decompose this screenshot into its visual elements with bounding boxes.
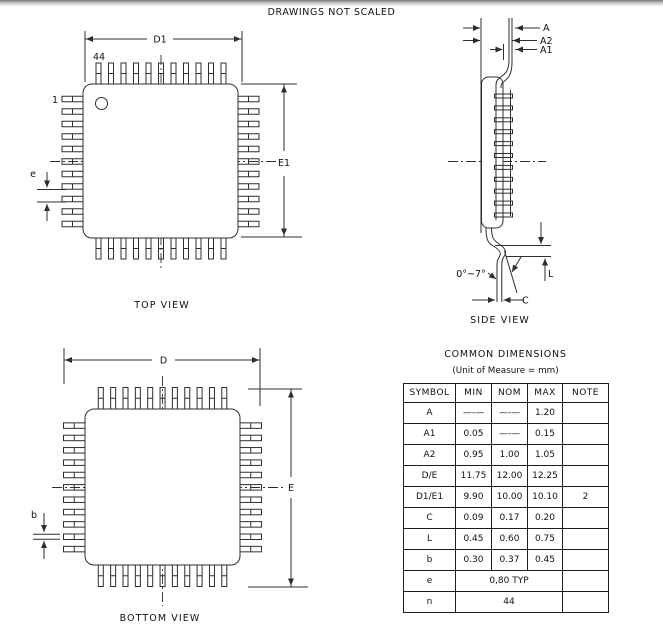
- table-cell: 0.05: [456, 424, 492, 445]
- table-cell: [563, 592, 609, 613]
- dim-label-a: A: [543, 23, 550, 34]
- table-cell: 44: [456, 592, 563, 613]
- table-cell: A2: [404, 445, 456, 466]
- top-view-drawing: [30, 31, 302, 311]
- table-cell: 0.30: [456, 550, 492, 571]
- pin44-label: 44: [92, 52, 106, 63]
- table-cell: —-—: [456, 403, 492, 424]
- table-cell: 2: [563, 487, 609, 508]
- table-cell: [563, 403, 609, 424]
- table-row: [404, 592, 609, 613]
- table-row: [404, 571, 609, 592]
- table-row: [404, 550, 609, 571]
- table-header-row: [404, 384, 609, 403]
- table-cell: 12.25: [528, 466, 563, 487]
- package-body-bottom: [85, 409, 240, 565]
- table-cell: 0.60: [492, 529, 528, 550]
- table-cell: n: [404, 592, 456, 613]
- side-view-drawing: [448, 18, 554, 326]
- dim-label-d1: D1: [153, 34, 167, 46]
- dim-label-c: C: [522, 295, 529, 307]
- drawing-title: DRAWINGS NOT SCALED: [267, 7, 396, 18]
- lead-angle-label: 0°~7°: [456, 269, 486, 280]
- table-cell: 0.75: [528, 529, 563, 550]
- table-row: [404, 424, 609, 445]
- table-header-cell: SYMBOL: [404, 384, 456, 403]
- table-row: [404, 508, 609, 529]
- table-cell: L: [404, 529, 456, 550]
- table-cell: [563, 550, 609, 571]
- table-cell: 0.37: [492, 550, 528, 571]
- table-cell: 0.20: [528, 508, 563, 529]
- table-cell: [563, 571, 609, 592]
- dim-label-b: b: [30, 510, 38, 521]
- table-row: [404, 487, 609, 508]
- table-cell: b: [404, 550, 456, 571]
- table-row: [404, 466, 609, 487]
- table-row: [404, 403, 609, 424]
- table-header-cell: NOTE: [563, 384, 609, 403]
- dim-label-e: e: [30, 169, 36, 180]
- pin1-marker: [96, 98, 108, 110]
- bottom-view-caption: BOTTOM VIEW: [119, 613, 201, 624]
- table-cell: C: [404, 508, 456, 529]
- table-cell: 1.20: [528, 403, 563, 424]
- table-cell: 0.17: [492, 508, 528, 529]
- dim-label-e-overall: E: [287, 483, 295, 494]
- common-dimensions-table: [403, 383, 609, 613]
- table-cell: 0.45: [528, 550, 563, 571]
- table-cell: 10.00: [492, 487, 528, 508]
- pin1-label: 1: [51, 95, 59, 106]
- dim-label-d: D: [159, 355, 168, 367]
- table-row: [404, 445, 609, 466]
- table-cell: A1: [404, 424, 456, 445]
- table-cell: [563, 466, 609, 487]
- dim-label-a2: A2: [540, 35, 553, 47]
- table-cell: 0.09: [456, 508, 492, 529]
- table-header-cell: MIN: [456, 384, 492, 403]
- table-subtitle: (Unit of Measure = mm): [452, 366, 559, 376]
- table-title: COMMON DIMENSIONS: [444, 349, 567, 360]
- dim-label-l: L: [548, 269, 554, 280]
- table-cell: D/E: [404, 466, 456, 487]
- table-cell: —-—: [492, 403, 528, 424]
- table-cell: 0,80 TYP: [456, 571, 563, 592]
- table-cell: 11.75: [456, 466, 492, 487]
- side-view-caption: SIDE VIEW: [470, 315, 530, 326]
- table-cell: 1.00: [492, 445, 528, 466]
- dim-label-a1: A1: [540, 44, 553, 56]
- table-cell: [563, 424, 609, 445]
- table-cell: 0.95: [456, 445, 492, 466]
- table-cell: [563, 445, 609, 466]
- table-cell: D1/E1: [404, 487, 456, 508]
- table-cell: e: [404, 571, 456, 592]
- table-header-cell: MAX: [528, 384, 563, 403]
- table-cell: A: [404, 403, 456, 424]
- table-cell: 10.10: [528, 487, 563, 508]
- table-row: [404, 529, 609, 550]
- table-cell: 0.15: [528, 424, 563, 445]
- table-cell: [563, 508, 609, 529]
- table-cell: 9.90: [456, 487, 492, 508]
- top-view-caption: TOP VIEW: [134, 300, 190, 311]
- table-header-cell: NOM: [492, 384, 528, 403]
- table-cell: —-—: [492, 424, 528, 445]
- table-cell: [563, 529, 609, 550]
- table-cell: 0.45: [456, 529, 492, 550]
- bottom-view-drawing: [31, 348, 308, 624]
- dim-label-e1: E1: [277, 158, 291, 169]
- table-cell: 12.00: [492, 466, 528, 487]
- table-cell: 1.05: [528, 445, 563, 466]
